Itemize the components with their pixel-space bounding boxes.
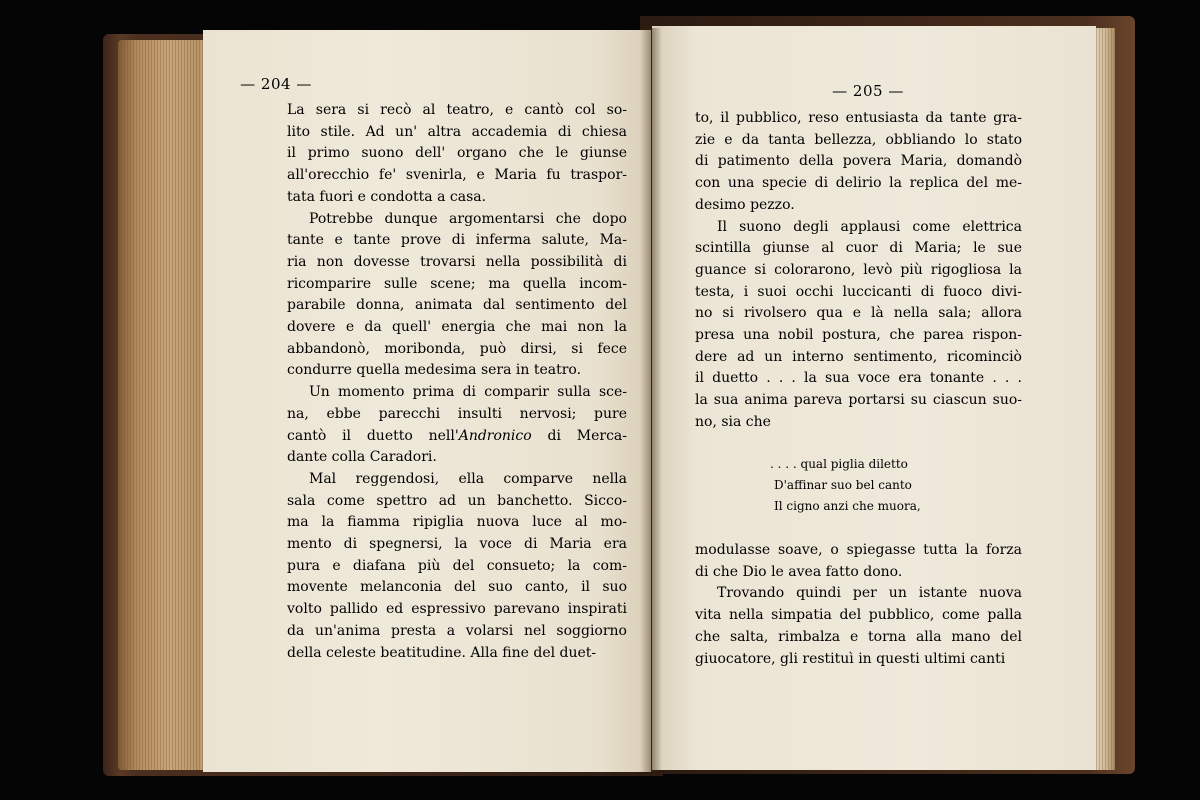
text-line: da un'anima presta a volarsi nel soggiorno (287, 622, 627, 639)
text-line: giuocatore, gli restituì in questi ultimi canti (695, 650, 1006, 667)
text-line: desimo pezzo. (695, 196, 795, 213)
text-line: dere ad un interno sentimento, ricominciò (695, 348, 1022, 365)
text-line: Mal reggendosi, ella comparve nella (309, 470, 627, 487)
verse-quotation (770, 454, 970, 517)
text-line: volto pallido ed espressivo parevano inspirati (287, 601, 627, 618)
text-line: La sera si recò al teatro, e cantò col so- (287, 102, 627, 118)
text-line: con una specie di delirio la replica del me- (695, 175, 1022, 192)
text-line: movente melanconia del suo canto, il suo (287, 579, 627, 596)
text-line: Il suono degli applausi come elettrica (717, 218, 1022, 235)
right-page-edges (1093, 28, 1115, 770)
text-line: il duetto . . . la sua voce era tonante . . . (695, 370, 1022, 387)
text-line: tante e tante prove di inferma salute, Ma- (287, 232, 627, 249)
text-line: scintilla giunse al cuor di Maria; le sue (695, 240, 1022, 257)
book-gutter (640, 28, 662, 772)
text-line: Trovando quindi per un istante nuova (717, 585, 1022, 602)
text-line: Potrebbe dunque argomentarsi che dopo (309, 210, 627, 227)
text-line: sala come spettro ad un banchetto. Sicco- (287, 492, 627, 509)
text-line: della celeste beatitudine. Alla fine del duet- (287, 644, 597, 661)
right-page-text-top (695, 108, 1022, 434)
text-line: lito stile. Ad un' altra accademia di chiesa (287, 123, 627, 140)
text-line: mento di spegnersi, la voce di Maria era (287, 536, 627, 553)
text-line: la sua anima pareva portarsi su ciascun suo- (695, 392, 1022, 409)
text-line: di che Dio le avea fatto dono. (695, 563, 903, 580)
text-line: che salta, rimbalza e torna alla mano del (695, 628, 1022, 645)
text-line: tata fuori e condotta a casa. (287, 188, 487, 205)
text-line: to, il pubblico, reso entusiasta da tante gra- (695, 110, 1022, 126)
text-line: testa, i suoi occhi luccicanti di fuoco divi- (695, 283, 1022, 300)
text-line: zie e da tanta bellezza, obbliando lo stato (695, 131, 1022, 148)
right-page-text-bottom (695, 540, 1022, 670)
text-line: pura e diafana più del consueto; la com- (287, 557, 627, 574)
verse-line: D'affinar suo bel canto (774, 478, 912, 492)
text-line: presa una nobil postura, che parea rispon- (695, 327, 1022, 344)
text-line: cantò il duetto nell'Andronico di Merca- (287, 427, 627, 444)
text-line: dovere e da quell' energia che mai non la (287, 319, 627, 336)
text-line: all'orecchio fe' svenirla, e Maria fu traspor- (287, 167, 627, 184)
text-line: dante colla Caradori. (287, 449, 437, 466)
verse-line: Il cigno anzi che muora, (774, 499, 921, 513)
text-line: modulasse soave, o spiegasse tutta la forza (695, 542, 1022, 558)
right-page-number: — 205 — (832, 82, 904, 100)
text-line: ricomparire sulle scene; ma quella incom- (287, 275, 627, 292)
text-line: vita nella simpatia del pubblico, come palla (695, 607, 1022, 624)
text-line: il primo suono dell' organo che le giunse (287, 145, 627, 162)
text-line: na, ebbe parecchi insulti nervosi; pure (287, 405, 627, 422)
left-page-number: — 204 — (240, 75, 312, 93)
verse-line: . . . . qual piglia diletto (770, 457, 908, 471)
text-line: condurre quella medesima sera in teatro. (287, 362, 582, 379)
left-page-text (287, 100, 627, 664)
text-line: abbandonò, moribonda, può dirsi, si fece (287, 340, 627, 357)
text-line: no, sia che (695, 413, 771, 430)
text-line: di patimento della povera Maria, domandò (695, 153, 1022, 170)
left-page-edges (118, 40, 213, 770)
text-line: Un momento prima di comparir sulla sce- (309, 384, 627, 401)
text-line: guance si colorarono, levò più rigogliosa la (695, 261, 1022, 278)
text-line: no si rivolsero qua e là nella sala; allora (695, 305, 1022, 322)
text-line: ma la fiamma ripiglia nuova luce al mo- (287, 514, 627, 531)
text-line: parabile donna, animata dal sentimento del (287, 297, 627, 314)
text-line: ria non dovesse trovarsi nella possibilità di (287, 253, 627, 270)
